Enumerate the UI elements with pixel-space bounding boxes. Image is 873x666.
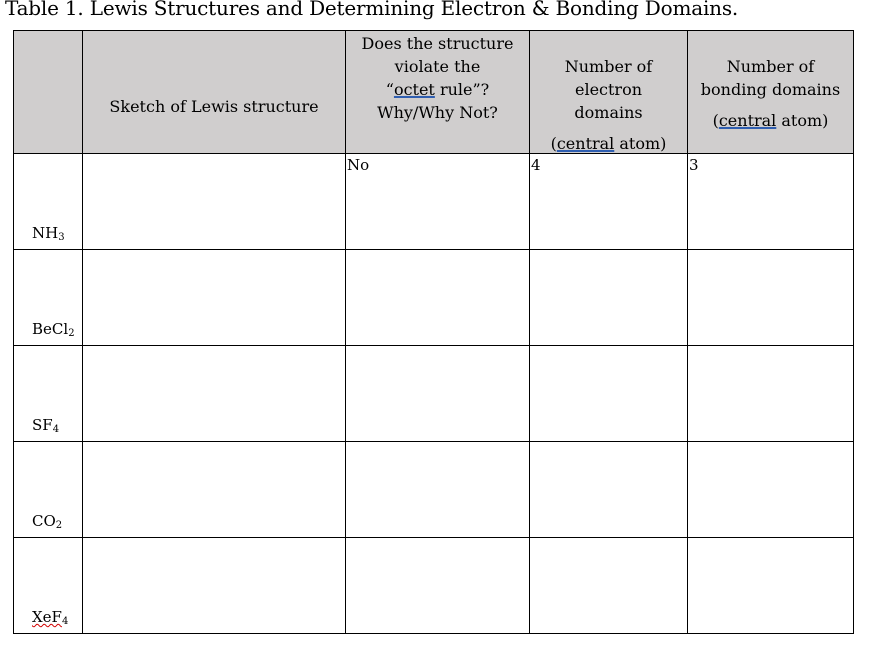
octet-cell[interactable]	[346, 442, 530, 538]
table-row	[14, 154, 854, 250]
table-row	[14, 250, 854, 346]
electron-domains-answer: 4	[531, 156, 541, 174]
electron-domains-cell[interactable]	[530, 442, 688, 538]
header-bonding-line1: Number of	[726, 57, 815, 76]
header-bonding-domains	[688, 31, 854, 154]
electron-domains-cell[interactable]	[530, 250, 688, 346]
electron-domains-cell[interactable]	[530, 538, 688, 634]
header-electron-domains	[530, 31, 688, 154]
header-octet-line4: Why/Why Not?	[377, 103, 498, 122]
bonding-domains-cell[interactable]	[688, 154, 854, 250]
header-electron-line2: electron	[574, 80, 643, 99]
header-bonding-line3: (central atom)	[712, 111, 829, 130]
header-sketch-label: Sketch of Lewis structure	[109, 97, 319, 116]
octet-cell[interactable]	[346, 346, 530, 442]
electron-domains-cell[interactable]	[530, 346, 688, 442]
sketch-cell[interactable]	[83, 250, 346, 346]
header-electron-line3: domains	[574, 103, 643, 122]
table-row	[14, 346, 854, 442]
sketch-cell[interactable]	[83, 346, 346, 442]
compound-cell	[14, 154, 83, 250]
header-electron-line1: Number of	[564, 57, 653, 76]
header-octet-line1: Does the structure	[361, 34, 514, 53]
octet-cell[interactable]	[346, 250, 530, 346]
header-octet	[346, 31, 530, 154]
bonding-domains-cell[interactable]	[688, 442, 854, 538]
sketch-cell[interactable]	[83, 442, 346, 538]
octet-cell[interactable]	[346, 538, 530, 634]
compound-formula: $CO_2$	[32, 512, 63, 531]
bonding-domains-cell[interactable]	[688, 250, 854, 346]
electron-domains-cell[interactable]	[530, 154, 688, 250]
header-octet-line2: violate the	[394, 57, 481, 76]
octet-cell[interactable]	[346, 154, 530, 250]
compound-cell	[14, 538, 83, 634]
header-compound	[14, 31, 83, 154]
compound-cell	[14, 442, 83, 538]
table-row	[14, 538, 854, 634]
bonding-domains-cell[interactable]	[688, 346, 854, 442]
sketch-cell[interactable]	[83, 154, 346, 250]
bonding-domains-answer: 3	[689, 156, 699, 174]
compound-formula: XeF$_4$	[32, 608, 69, 627]
table-row	[14, 442, 854, 538]
header-octet-line3: “octet rule”?	[385, 80, 490, 99]
octet-answer: No	[347, 156, 370, 174]
compound-formula: BeCl$_2$	[32, 320, 75, 339]
table-title: Table 1. Lewis Structures and Determining Electron & Bonding Domains.	[5, 0, 739, 20]
compound-cell	[14, 250, 83, 346]
header-sketch	[83, 31, 346, 154]
sketch-cell[interactable]	[83, 538, 346, 634]
lewis-structures-table	[13, 30, 854, 634]
compound-formula: $NH_3$	[32, 224, 65, 243]
header-row	[14, 31, 854, 154]
compound-cell	[14, 346, 83, 442]
header-bonding-line2: bonding domains	[700, 80, 841, 99]
header-electron-line4: (central atom)	[550, 134, 667, 153]
compound-formula: $SF_4$	[32, 416, 60, 435]
bonding-domains-cell[interactable]	[688, 538, 854, 634]
